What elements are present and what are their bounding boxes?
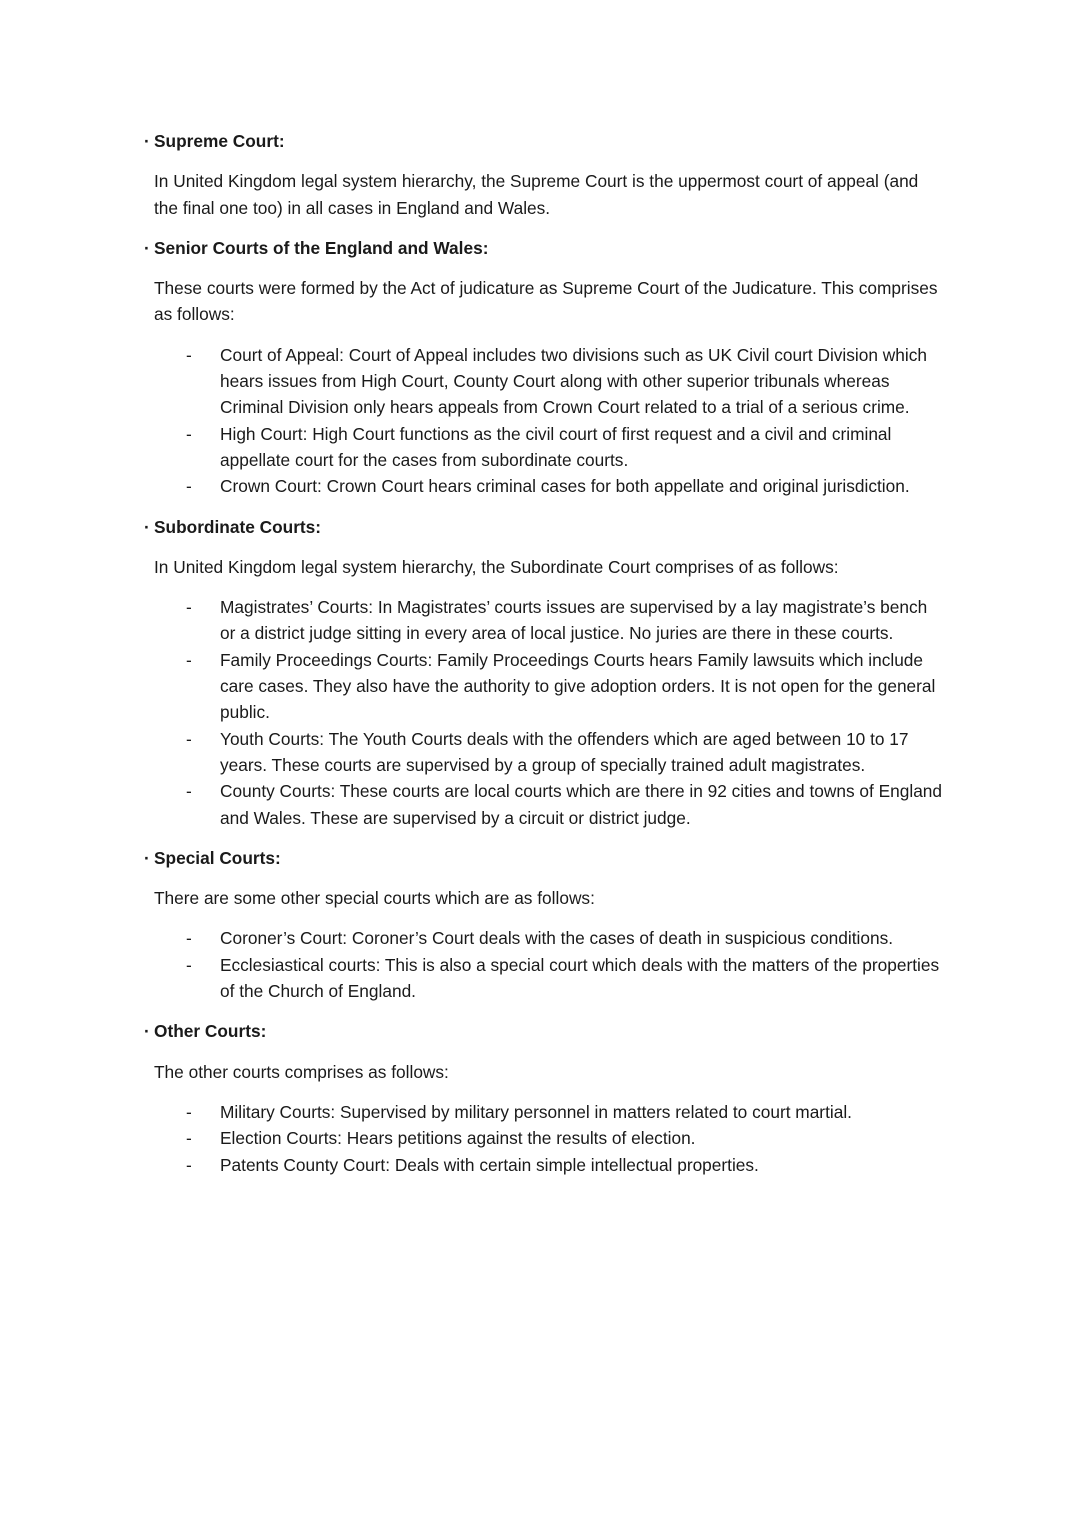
bullet-dot-icon: · (144, 516, 150, 537)
dash-icon: - (186, 423, 192, 444)
heading-text: Special Courts: (154, 847, 281, 868)
section-paragraph: The other courts comprises as follows: (154, 1061, 449, 1082)
heading-text: Supreme Court: (154, 131, 285, 151)
section-paragraph: These courts were formed by the Act of judicature as Supreme Court of the Judicature. This comprises as follows: (154, 278, 938, 325)
list-item-text: Crown Court: Crown Court hears criminal cases for both appellate and original jurisdiction. (220, 476, 910, 497)
dash-icon: - (186, 597, 192, 618)
section-heading (144, 235, 934, 261)
section-paragraph: In United Kingdom legal system hierarchy, the Subordinate Court comprises of as follows: (154, 556, 839, 577)
list-item (154, 1152, 944, 1178)
list-item-text: Family Proceedings Courts: Family Proceedings Courts hears Family lawsuits which include care cases. They also have the authority to give adoption orders. It is not open for the general public. (220, 649, 936, 723)
list-item (154, 421, 944, 474)
section-paragraph: There are some other special courts which are as follows: (154, 888, 595, 909)
section-heading (144, 845, 934, 871)
list-item (154, 726, 944, 779)
document-page (144, 128, 944, 1192)
list-item-text: Magistrates’ Courts: In Magistrates’ courts issues are supervised by a lay magistrate’s bench or a district judge sitting in every area of local justice. No juries are there in these courts. (220, 597, 928, 644)
list-item (154, 1125, 944, 1151)
list-item (154, 1099, 944, 1125)
dash-icon: - (186, 1101, 192, 1122)
bullet-dot-icon: · (144, 1021, 150, 1042)
dash-icon: - (186, 344, 192, 365)
list-item-text: County Courts: These courts are local courts which are there in 92 cities and towns of England and Wales. These are supervised by a circuit or district judge. (220, 781, 943, 828)
dash-icon: - (186, 928, 192, 949)
list-item (154, 342, 944, 421)
section-list (154, 925, 944, 1004)
bullet-dot-icon: · (144, 131, 150, 151)
list-item (154, 925, 944, 951)
list-item (154, 778, 944, 831)
dash-icon: - (186, 1128, 192, 1149)
heading-text: Senior Courts of the England and Wales: (154, 237, 489, 258)
section-paragraph: In United Kingdom legal system hierarchy, the Supreme Court is the uppermost court of appeal (and the final one too) in all cases in England and Wales. (154, 171, 919, 218)
list-item-text: Coroner’s Court: Coroner’s Court deals with the cases of death in suspicious conditions. (220, 928, 894, 949)
heading-text: Other Courts: (154, 1021, 267, 1042)
list-item-text: Court of Appeal: Court of Appeal includes two divisions such as UK Civil court Division which hears issues from High Court, County Court along with other superior tribunals whereas Criminal Division only hears appeals from Crown Court related to a trial of a serious crime. (220, 344, 927, 418)
section-heading (144, 1018, 934, 1044)
list-item (154, 473, 944, 499)
list-item-text: Patents County Court: Deals with certain simple intellectual properties. (220, 1154, 759, 1175)
section-heading (144, 514, 934, 540)
list-item (154, 594, 944, 647)
list-item-text: Ecclesiastical courts: This is also a special court which deals with the matters of the properties of the Church of England. (220, 954, 940, 1002)
heading-text: Subordinate Courts: (154, 516, 322, 537)
list-item-text: Election Courts: Hears petitions against the results of election. (220, 1128, 696, 1149)
list-item-text: Youth Courts: The Youth Courts deals with the offenders which are aged between 10 to 17 years. These courts are supervised by a group of specially trained adult magistrates. (220, 728, 909, 775)
section-heading (144, 128, 934, 154)
dash-icon: - (186, 728, 192, 749)
section-list (154, 1099, 944, 1178)
dash-icon: - (186, 476, 192, 497)
dash-icon: - (186, 781, 192, 802)
dash-icon: - (186, 649, 192, 670)
list-item (154, 647, 944, 726)
section-list (154, 342, 944, 500)
dash-icon: - (186, 1154, 192, 1175)
section-list (154, 594, 944, 831)
dash-icon: - (186, 954, 192, 975)
bullet-dot-icon: · (144, 847, 150, 868)
list-item (154, 952, 944, 1005)
list-item-text: High Court: High Court functions as the civil court of first request and a civil and criminal appellate court for the cases from subordinate courts. (220, 423, 892, 470)
list-item-text: Military Courts: Supervised by military personnel in matters related to court martial. (220, 1101, 852, 1122)
bullet-dot-icon: · (144, 237, 150, 258)
